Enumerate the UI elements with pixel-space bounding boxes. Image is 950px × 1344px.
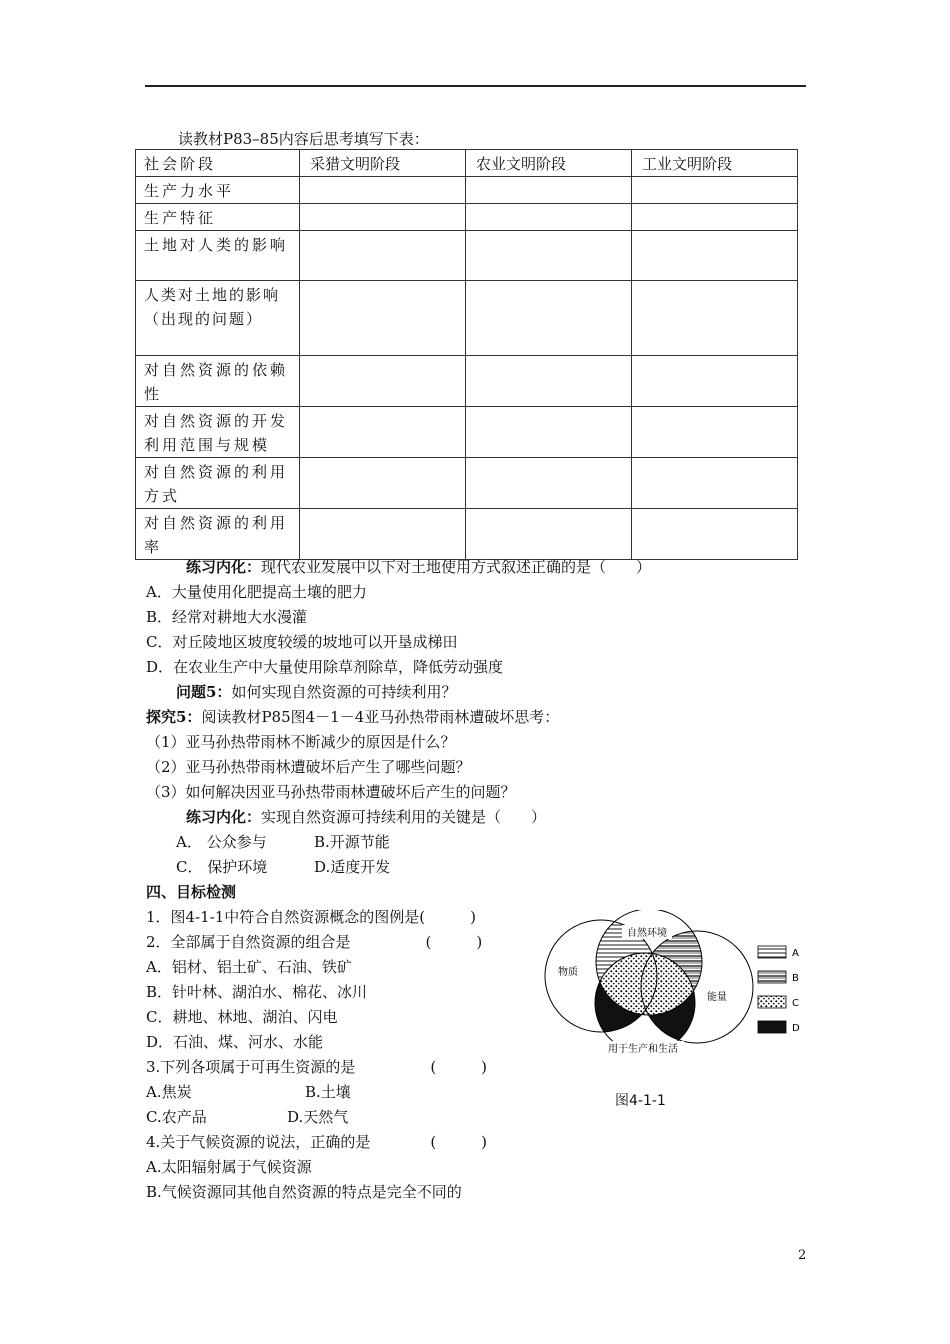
explore5-question: （3）如何解决因亚马孙热带雨林遭破坏后产生的问题？ [146, 783, 516, 801]
row-label: 生产力水平 [136, 177, 300, 204]
table-cell[interactable] [466, 509, 632, 560]
table-header-cell: 农业文明阶段 [466, 150, 632, 177]
label-production-life: 用于生产和生活 [608, 1044, 678, 1055]
header-rule [145, 85, 806, 87]
legend-label-a: A [792, 948, 799, 959]
table-cell[interactable] [466, 204, 632, 231]
explore5-text: 阅读教材P85图4－1－4亚马孙热带雨林遭破坏思考： [201, 708, 560, 726]
table-cell[interactable] [466, 356, 632, 407]
table-cell[interactable] [466, 231, 632, 281]
practice1-option: A．大量使用化肥提高土壤的肥力 [146, 583, 367, 601]
intro-text [178, 128, 429, 149]
practice1-option: C．对丘陵地区坡度较缓的坡地可以开垦成梯田 [146, 633, 458, 651]
q3-option: A.焦炭 [146, 1083, 192, 1101]
question-2: 2．全部属于自然资源的组合是 ( ) [146, 933, 483, 951]
label-material: 物质 [558, 967, 578, 978]
legend-swatch-c [758, 996, 786, 1008]
row-label: 对自然资源的利用率 [136, 509, 300, 560]
practice1-option: B．经常对耕地大水漫灌 [146, 608, 308, 626]
table-row [136, 356, 798, 407]
label-energy: 能量 [707, 992, 727, 1003]
row-label: 对自然资源的开发利用范围与规模 [136, 407, 300, 458]
legend-label-c: C [792, 998, 799, 1009]
q2-option: B．针叶林、湖泊水、棉花、冰川 [146, 983, 368, 1001]
table-row [136, 231, 798, 281]
question-4: 4.关于气候资源的说法，正确的是 ( ) [146, 1133, 488, 1151]
table-cell[interactable] [300, 204, 466, 231]
row-label: 生产特征 [136, 204, 300, 231]
table-cell[interactable] [300, 458, 466, 509]
intro-label: 读教材P83–85内容后思考填写下表： [178, 130, 429, 148]
legend-swatch-a [758, 946, 786, 958]
table-cell[interactable] [466, 177, 632, 204]
q3-option: D.天然气 [287, 1108, 349, 1126]
table-row [136, 458, 798, 509]
practice2-option: A． 公众参与 [176, 833, 267, 851]
table-row [136, 281, 798, 356]
question-1: 1．图4-1-1中符合自然资源概念的图例是( ) [146, 908, 477, 926]
practice2-option: C． 保护环境 [176, 858, 268, 876]
practice2-question: 实现自然资源可持续利用的关键是（ ） [261, 808, 547, 826]
practice1-option: D．在农业生产中大量使用除草剂除草，降低劳动强度 [146, 658, 504, 676]
q2-option: D．石油、煤、河水、水能 [146, 1033, 324, 1051]
table-row [136, 509, 798, 560]
explore5-question: （2）亚马孙热带雨林遭破坏后产生了哪些问题？ [146, 758, 471, 776]
q2-option: A．铝材、铝土矿、石油、铁矿 [146, 958, 352, 976]
practice2-heading: 练习内化： [186, 808, 262, 826]
table-cell[interactable] [632, 231, 798, 281]
legend-swatch-d [758, 1021, 786, 1033]
table-row [136, 177, 798, 204]
row-label: 土地对人类的影响 [136, 231, 300, 281]
table-cell[interactable] [300, 281, 466, 356]
q3-option: B.土壤 [305, 1083, 351, 1101]
explore5-heading: 探究5： [146, 708, 202, 726]
table-cell[interactable] [300, 177, 466, 204]
venn-diagram [540, 910, 830, 1060]
table-cell[interactable] [632, 204, 798, 231]
section4-title: 四、目标检测 [146, 883, 237, 901]
table-cell[interactable] [300, 509, 466, 560]
question-3: 3.下列各项属于可再生资源的是 ( ) [146, 1058, 488, 1076]
legend-label-d: D [792, 1023, 800, 1034]
q2-option: C．耕地、林地、湖泊、闪电 [146, 1008, 338, 1026]
table-cell[interactable] [632, 458, 798, 509]
practice1-question: 现代农业发展中以下对土地使用方式叙述正确的是（ ） [261, 558, 652, 576]
table-cell[interactable] [632, 177, 798, 204]
table-cell[interactable] [300, 407, 466, 458]
row-label: 对自然资源的依赖性 [136, 356, 300, 407]
page-number: 2 [798, 1248, 807, 1263]
legend-swatch-b [758, 971, 786, 983]
table-cell[interactable] [300, 356, 466, 407]
table-cell[interactable] [632, 356, 798, 407]
table-header-cell: 社会阶段 [136, 150, 300, 177]
table-cell[interactable] [300, 231, 466, 281]
figure-caption: 图4-1-1 [615, 1093, 666, 1109]
table-header-cell: 工业文明阶段 [632, 150, 798, 177]
practice2-line [186, 806, 546, 827]
explore5-line [146, 706, 559, 727]
table-cell[interactable] [632, 509, 798, 560]
table-cell[interactable] [632, 407, 798, 458]
q4-option: A.太阳辐射属于气候资源 [146, 1158, 312, 1176]
row-label: 人类对土地的影响（出现的问题） [136, 281, 300, 356]
stage-table [135, 149, 798, 560]
q4-option: B.气候资源同其他自然资源的特点是完全不同的 [146, 1183, 462, 1201]
table-header-cell: 采猎文明阶段 [300, 150, 466, 177]
practice2-option: B.开源节能 [314, 833, 390, 851]
table-cell[interactable] [466, 407, 632, 458]
problem5-heading: 问题5： [176, 683, 232, 701]
table-row [136, 204, 798, 231]
legend-label-b: B [792, 973, 799, 984]
practice2-option: D.适度开发 [314, 858, 391, 876]
practice1-line [186, 556, 651, 577]
label-natural-environment: 自然环境 [627, 928, 667, 939]
table-row [136, 407, 798, 458]
table-cell[interactable] [632, 281, 798, 356]
row-label: 对自然资源的利用方式 [136, 458, 300, 509]
q3-option: C.农产品 [146, 1108, 207, 1126]
problem5-text: 如何实现自然资源的可持续利用？ [231, 683, 457, 701]
practice1-heading: 练习内化： [186, 558, 262, 576]
table-cell[interactable] [466, 281, 632, 356]
table-cell[interactable] [466, 458, 632, 509]
explore5-question: （1）亚马孙热带雨林不断减少的原因是什么？ [146, 733, 456, 751]
table-header-row [136, 150, 798, 177]
problem5-line [176, 681, 456, 702]
